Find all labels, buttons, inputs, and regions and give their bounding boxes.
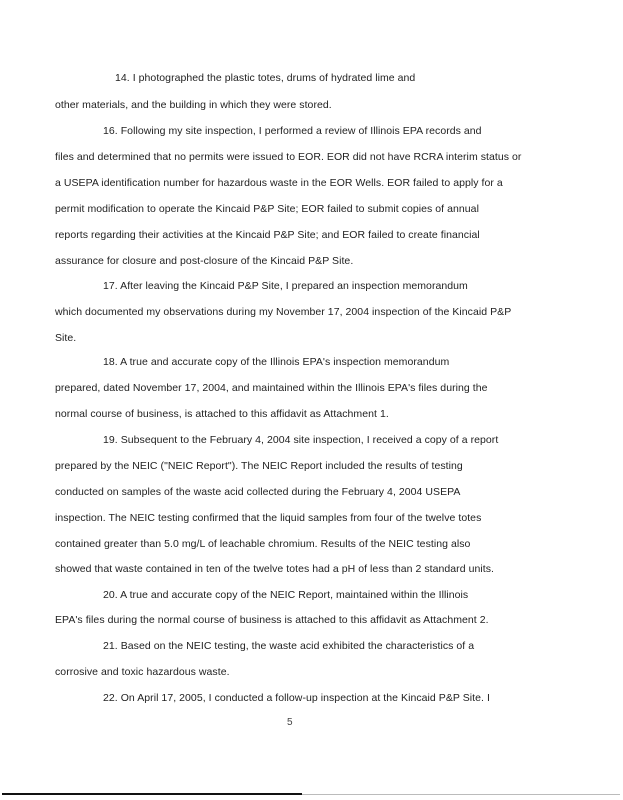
text-line: Site. (55, 332, 77, 344)
text-line: 20. A true and accurate copy of the NEIC Report, maintained within the Illinois (103, 589, 469, 601)
text-line: 17. After leaving the Kincaid P&P Site, I prepared an inspection memorandum (103, 280, 468, 292)
text-line: 22. On April 17, 2005, I conducted a follow-up inspection at the Kincaid P&P Site. I (103, 692, 490, 704)
text-line: conducted on samples of the waste acid collected during the February 4, 2004 USEPA (55, 486, 461, 498)
text-line: 19. Subsequent to the February 4, 2004 site inspection, I received a copy of a report (103, 434, 499, 446)
text-line: prepared, dated November 17, 2004, and maintained within the Illinois EPA's files during the (55, 382, 488, 394)
page-number: 5 (287, 717, 293, 728)
text-line: assurance for closure and post-closure of the Kincaid P&P Site. (55, 255, 354, 267)
text-line: 18. A true and accurate copy of the Illinois EPA's inspection memorandum (103, 356, 450, 368)
text-line: 16. Following my site inspection, I performed a review of Illinois EPA records and (103, 125, 482, 137)
text-line: prepared by the NEIC ("NEIC Report"). The NEIC Report included the results of testing (55, 460, 463, 472)
text-line: 21. Based on the NEIC testing, the waste acid exhibited the characteristics of a (103, 640, 475, 652)
text-line: EPA's files during the normal course of business is attached to this affidavit as Attachment 2. (55, 614, 489, 626)
text-line: permit modification to operate the Kincaid P&P Site; EOR failed to submit copies of annual (55, 203, 479, 215)
scan-edge-rule-faint (302, 794, 620, 795)
text-line: normal course of business, is attached to this affidavit as Attachment 1. (55, 408, 389, 420)
text-line: files and determined that no permits were issued to EOR. EOR did not have RCRA interim status or (55, 151, 522, 163)
text-line: 14. I photographed the plastic totes, drums of hydrated lime and (115, 72, 416, 84)
text-line: contained greater than 5.0 mg/L of leachable chromium. Results of the NEIC testing also (55, 538, 471, 550)
text-line: corrosive and toxic hazardous waste. (55, 666, 230, 678)
text-line: showed that waste contained in ten of the twelve totes had a pH of less than 2 standard units. (55, 563, 494, 575)
text-line: a USEPA identification number for hazardous waste in the EOR Wells. EOR failed to apply for a (55, 177, 503, 189)
text-line: other materials, and the building in which they were stored. (55, 99, 332, 111)
scan-edge-rule (2, 793, 302, 795)
text-line: inspection. The NEIC testing confirmed that the liquid samples from four of the twelve totes (55, 512, 482, 524)
text-line: which documented my observations during my November 17, 2004 inspection of the Kincaid P&P (55, 306, 512, 318)
text-line: reports regarding their activities at the Kincaid P&P Site; and EOR failed to create financial (55, 229, 480, 241)
